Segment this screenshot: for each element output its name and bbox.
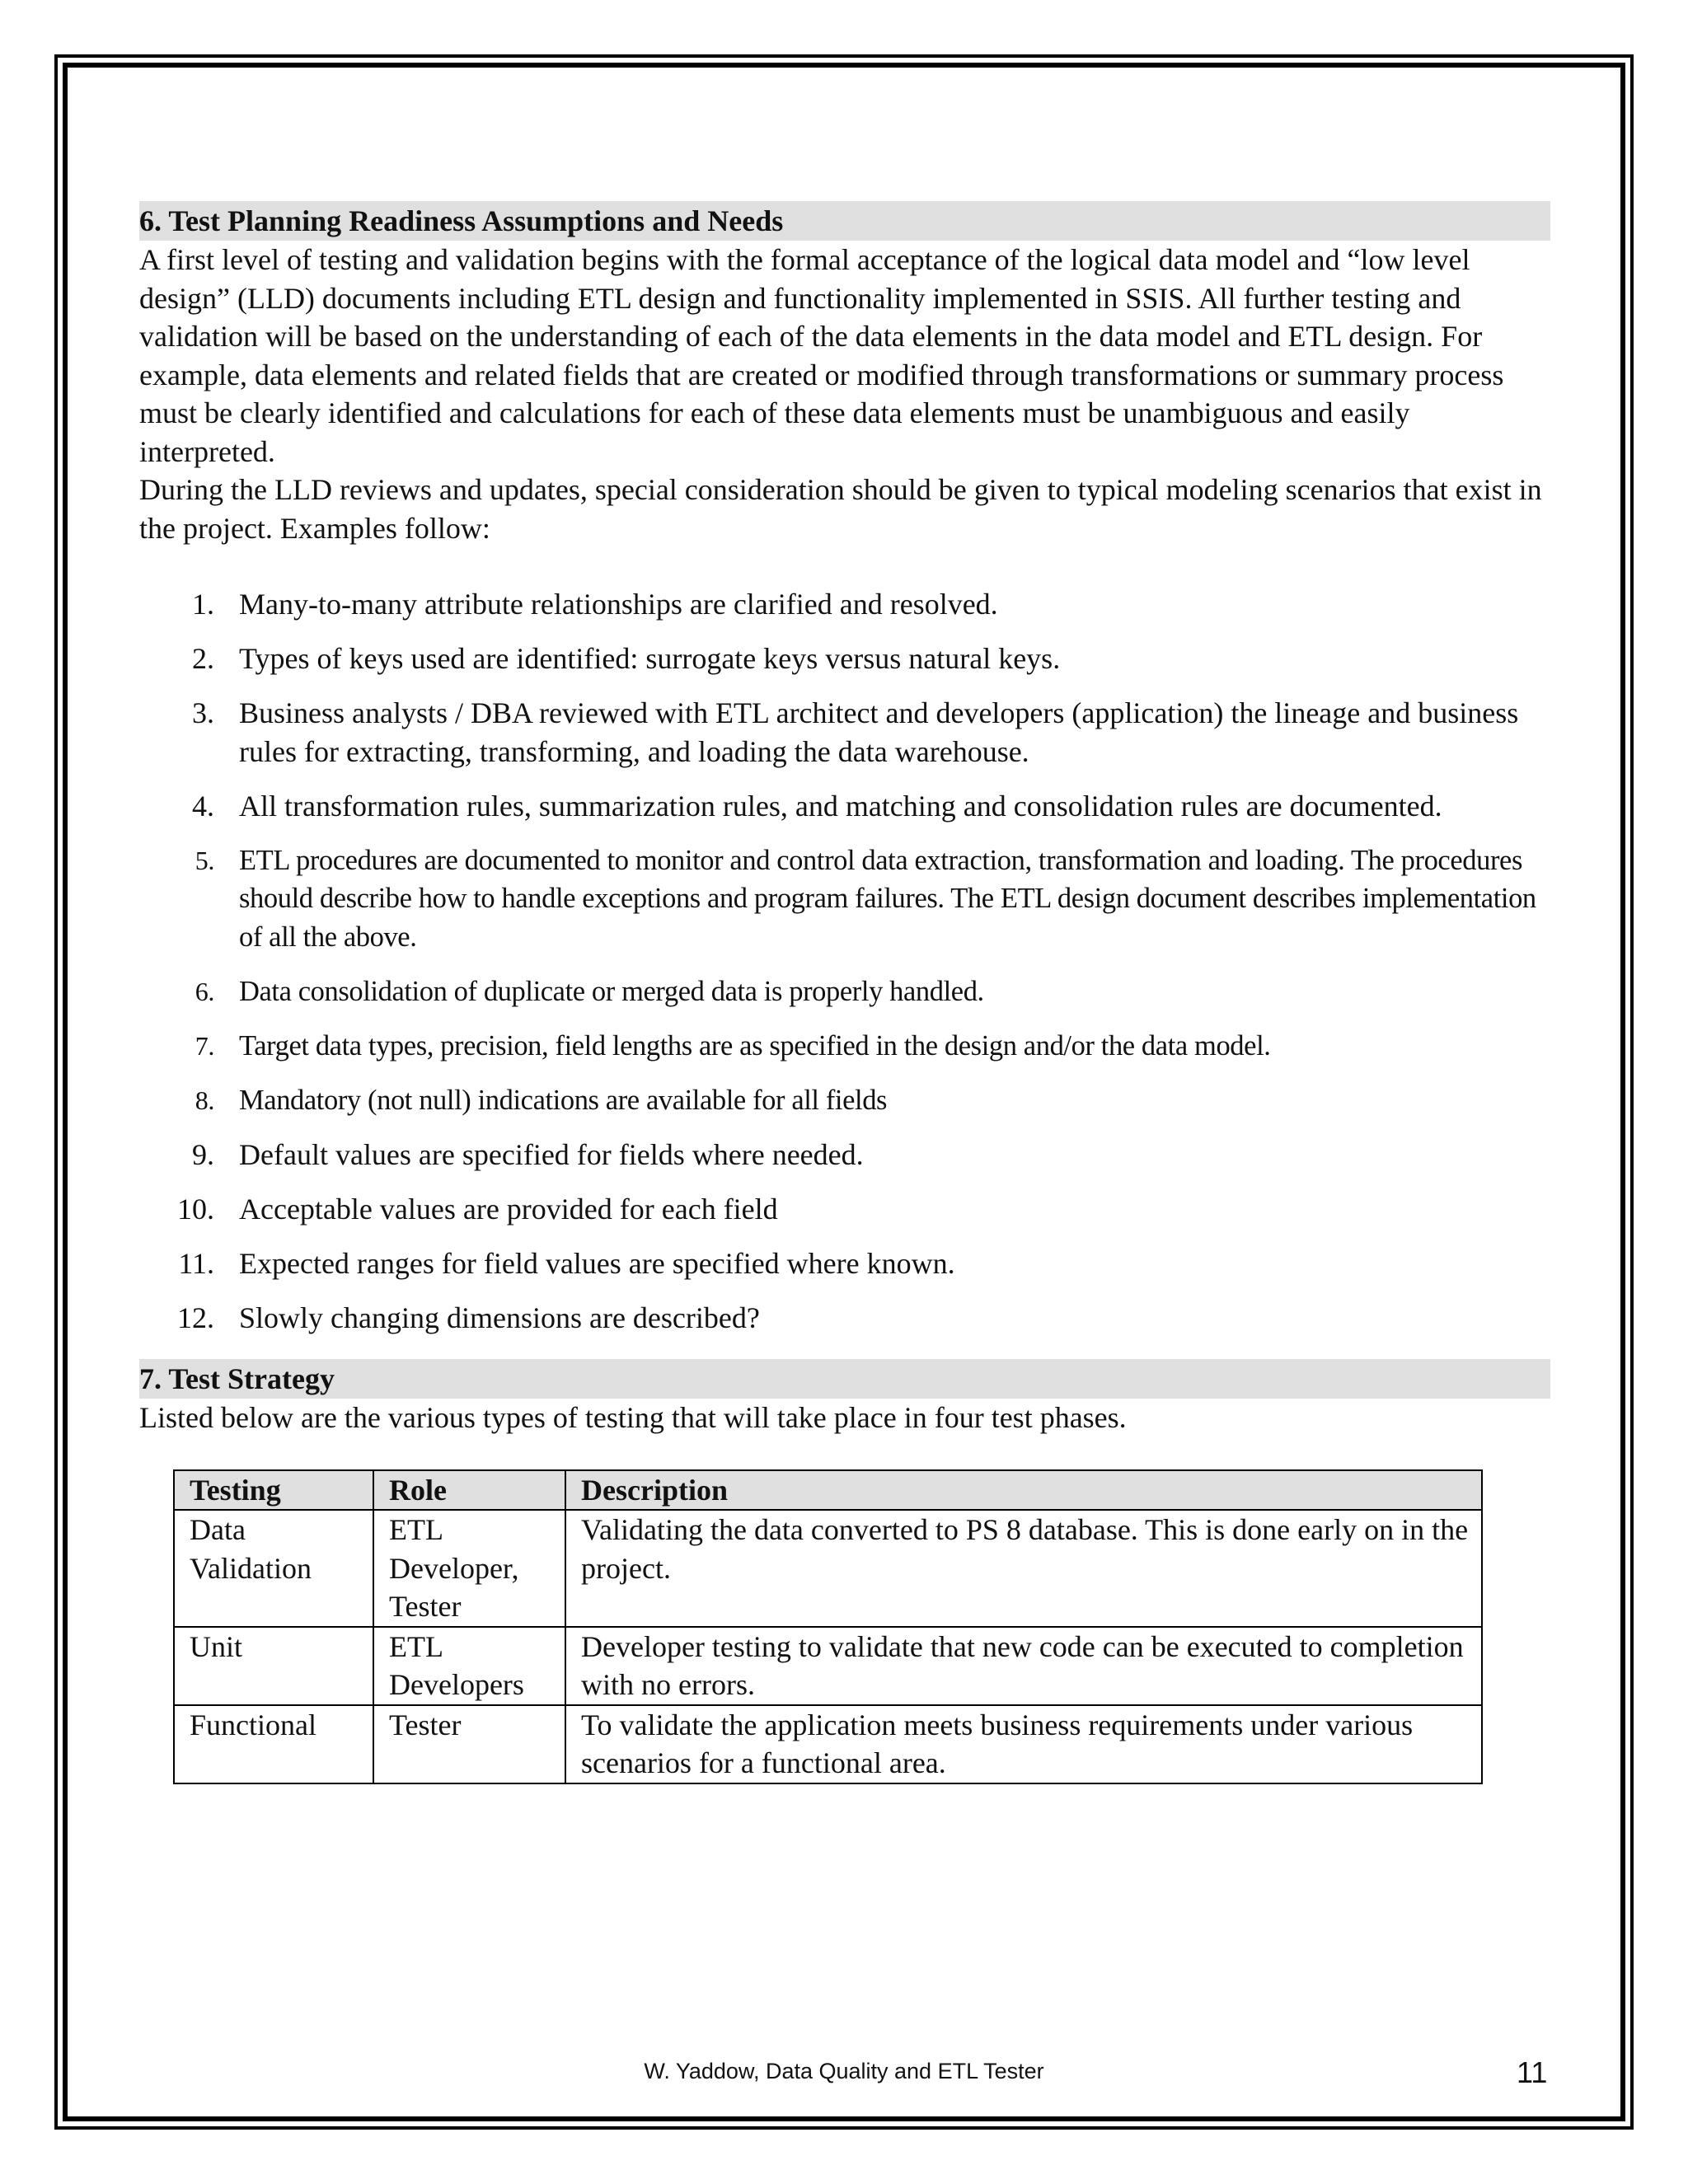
section-6-paragraph-2: During the LLD reviews and updates, special consideration should be given to typical modeling scenarios that exist in the project. Examples follow:	[139, 473, 1542, 545]
table-header-row	[174, 1470, 1482, 1511]
test-strategy-table	[173, 1469, 1483, 1784]
list-item: 1. Many-to-many attribute relationships are clarified and resolved.	[192, 588, 998, 621]
column-header-description: Description	[565, 1470, 1482, 1511]
table-row	[174, 1510, 1482, 1627]
table-cell: Functional	[174, 1705, 373, 1783]
column-header-role: Role	[373, 1470, 565, 1511]
section-6-heading: 6. Test Planning Readiness Assumptions and Needs	[139, 201, 1550, 241]
section-6-paragraph-1: A first level of testing and validation begins with the formal acceptance of the logical data model and “low level design” (LLD) documents including ETL design and functionality implemented in SSIS. All further testing and validation will be based on the understanding of each of the data elements in the data model and ETL design. For example, data elements and related fields that are created or modified through transformations or summary process must be clearly identified and calculations for each of these data elements must be unambiguous and easily interpreted.	[139, 243, 1504, 468]
list-item: 5. ETL procedures are documented to monitor and control data extraction, transformation and loading. The procedures should describe how to handle exceptions and program failures. The ETL design document describes implementation of all the above.	[195, 844, 1536, 953]
list-item: 3. Business analysts / DBA reviewed with ETL architect and developers (application) the lineage and business rules for extracting, transforming, and loading the data warehouse.	[192, 696, 1519, 768]
list-item: 9. Default values are specified for fields where needed.	[192, 1137, 864, 1171]
table-row	[174, 1627, 1482, 1705]
table-row	[174, 1705, 1482, 1783]
table-cell: Developer testing to validate that new code can be executed to completion with no errors.	[565, 1627, 1482, 1705]
section-7-heading: 7. Test Strategy	[139, 1359, 1550, 1399]
table-cell: ETL Developers	[373, 1627, 565, 1705]
list-item: 4. All transformation rules, summarization rules, and matching and consolidation rules are documented.	[192, 789, 1442, 823]
table-cell: ETL Developer, Tester	[373, 1510, 565, 1627]
table-cell: Validating the data converted to PS 8 database. This is done early on in the project.	[565, 1510, 1482, 1627]
list-item: 11. Expected ranges for field values are specified where known.	[178, 1246, 955, 1280]
table-cell: Data Validation	[174, 1510, 373, 1627]
page-content	[139, 201, 1550, 1784]
examples-list	[139, 585, 1550, 1337]
list-item: 10. Acceptable values are provided for each field	[177, 1192, 778, 1226]
table-cell: Tester	[373, 1705, 565, 1783]
page-footer: W. Yaddow, Data Quality and ETL Tester	[644, 2059, 1044, 2083]
list-item: 8. Mandatory (not null) indications are available for all fields	[195, 1084, 888, 1116]
section-7-paragraph: Listed below are the various types of testing that will take place in four test phases.	[139, 1401, 1127, 1434]
column-header-testing: Testing	[174, 1470, 373, 1511]
list-item: 6. Data consolidation of duplicate or merged data is properly handled.	[195, 975, 984, 1007]
list-item: 12. Slowly changing dimensions are described?	[177, 1301, 760, 1334]
table-cell: To validate the application meets business requirements under various scenarios for a functional area.	[565, 1705, 1482, 1783]
page-number: 11	[1517, 2055, 1548, 2089]
list-item: 2. Types of keys used are identified: surrogate keys versus natural keys.	[192, 642, 1061, 675]
table-cell: Unit	[174, 1627, 373, 1705]
list-item: 7. Target data types, precision, field lengths are as specified in the design and/or the data model.	[195, 1029, 1271, 1062]
